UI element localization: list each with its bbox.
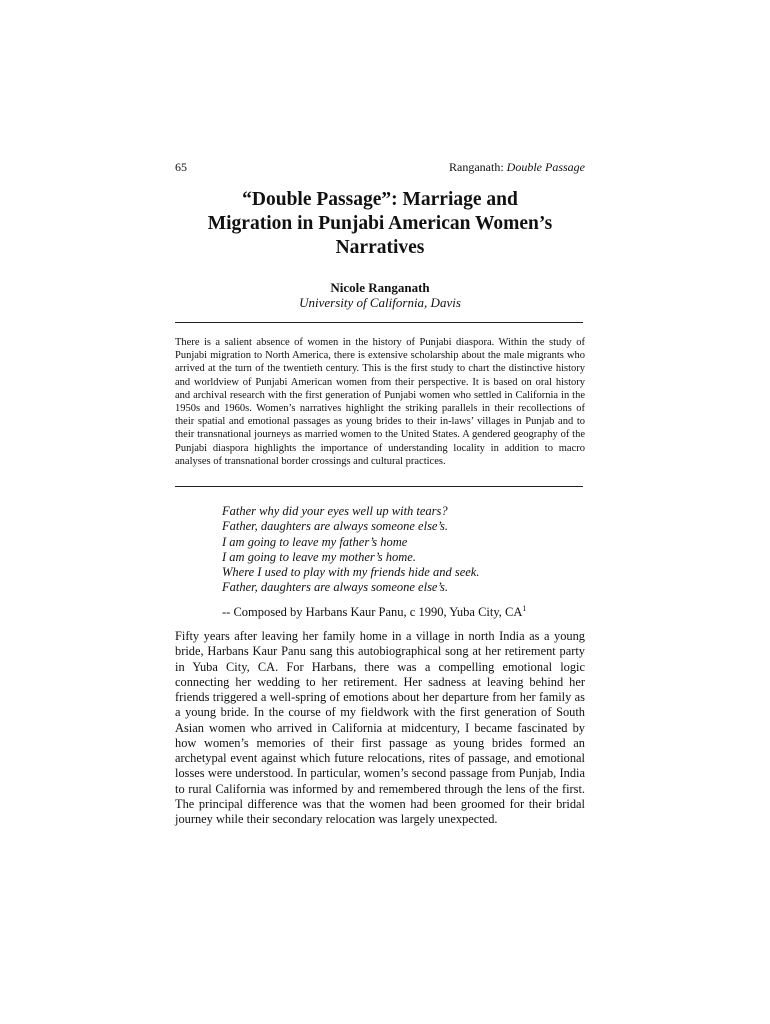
footnote-marker[interactable]: 1: [522, 604, 527, 613]
poem-line: I am going to leave my father’s home: [222, 534, 408, 549]
running-head: [449, 159, 585, 175]
poem-line: Where I used to play with my friends hide and seek.: [222, 565, 480, 580]
poem-attribution: [222, 601, 582, 620]
title-line: Migration in Punjabi American Women’s: [207, 213, 553, 234]
author-affiliation: University of California, Davis: [299, 295, 461, 310]
poem-line: I am going to leave my mother’s home.: [222, 549, 416, 564]
article-title: [175, 188, 585, 260]
poem-line: Father, daughters are always someone else’s.: [222, 580, 449, 595]
attribution-text: -- Composed by Harbans Kaur Panu, c 1990, Yuba City, CA: [222, 605, 523, 619]
poem-line: Father why did your eyes well up with tears?: [222, 504, 448, 518]
running-head-title: Double Passage: [506, 160, 585, 174]
running-head-author: Ranganath:: [449, 160, 507, 174]
divider-top: [175, 322, 583, 323]
poem-line: Father, daughters are always someone else’s.: [222, 519, 449, 534]
epigraph-poem: [222, 504, 582, 596]
title-line: “Double Passage”: Marriage and: [242, 189, 518, 210]
title-line: Narratives: [335, 237, 425, 258]
body-paragraph: Fifty years after leaving her family home in a village in north India as a young bride, Harbans Kaur Panu sang this autobiographical song at her retirement party in Yuba City, CA. For Harbans, there was a compelling emotional logic connecting her wedding to her retirement. Her sadness at leaving behind her friends triggered a well-spring of emotions about her departure from her family as a young bride. In the course of my fieldwork with the first generation of South Asian women who arrived in California at midcentury, I became fascinated by how women’s memories of their first passage as young brides formed an archetypal event against which future relocations, rites of passage, and emotional losses were understood. In particular, women’s second passage from Punjab, India to rural California was informed by and remembered through the lens of the first. The principal difference was that the women had been groomed for their bridal journey while their secondary relocation was largely unexpected.: [175, 629, 585, 826]
page-number: 65: [175, 160, 187, 174]
abstract: There is a salient absence of women in the history of Punjabi diaspora. Within the study of Punjabi migration to North America, there is extensive scholarship about the male migrants who arrived at the turn of the twentieth century. This is the first study to chart the distinctive history and worldview of Punjabi American women from their perspective. It is based on oral history and archival research with the first generation of Punjabi women who settled in California in the 1950s and 1960s. Women’s narratives highlight the striking parallels in their recollections of their spatial and emotional passages as young brides to their in-laws’ villages in Punjab and to their transnational journeys as married women to the United States. A gendered geography of the Punjabi diaspora highlights the importance of understanding locality in addition to macro analyses of transnational border crossings and cultural practices.: [175, 337, 585, 467]
author-name: Nicole Ranganath: [330, 280, 430, 295]
divider-bottom: [175, 486, 583, 487]
